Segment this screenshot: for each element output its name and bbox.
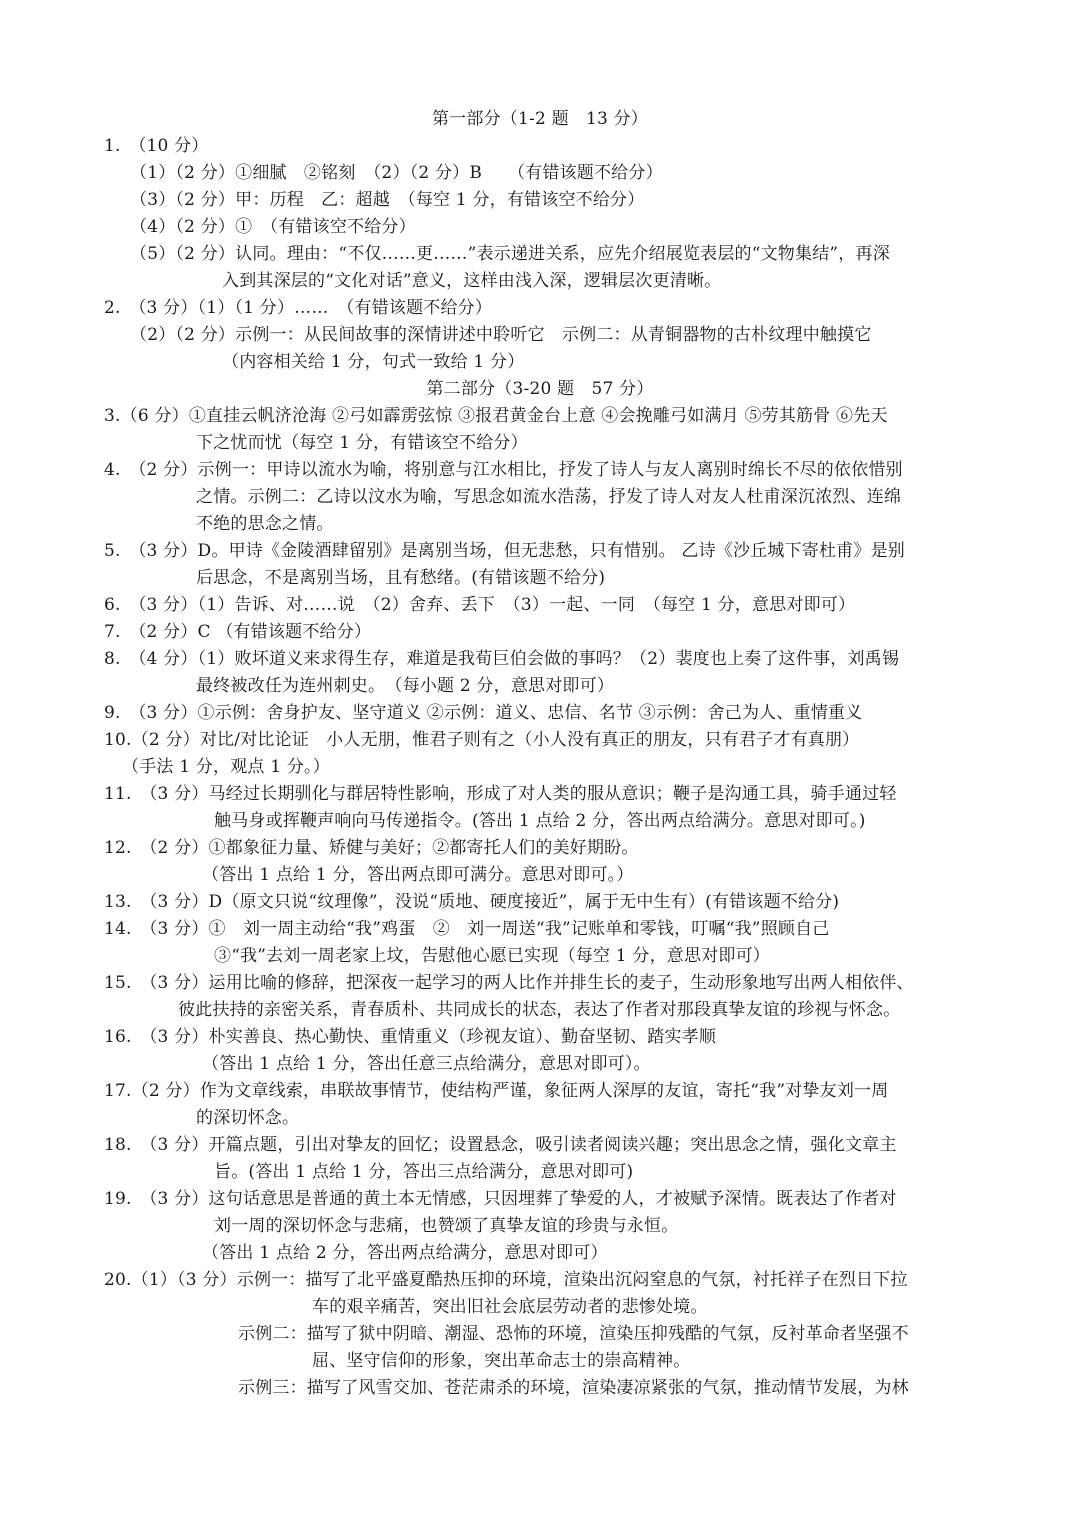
q1-line-4: （5）（2 分）认同。理由：“不仅……更……”表示递进关系，应先介绍展览表层的“文物集结”，再深 bbox=[130, 244, 890, 264]
q1-heading: 1. （10 分） bbox=[104, 136, 209, 156]
q16-line-1: 16. （3 分）朴实善良、热心勤快、重情重义（珍视友谊）、勤奋坚韧、踏实孝顺 bbox=[104, 1027, 717, 1047]
q12-line-2: （答出 1 点给 1 分，答出两点即可满分。意思对即可。） bbox=[202, 865, 634, 885]
q1-line-3: （4）（2 分）① （有错该空不给分） bbox=[130, 217, 416, 237]
q19-line-3: （答出 1 点给 2 分，答出两点给满分，意思对即可） bbox=[202, 1243, 608, 1263]
q12-line-1: 12. （2 分）①都象征力量、矫健与美好；②都寄托人们的美好期盼。 bbox=[104, 838, 639, 858]
q4-line-1: 4. （2 分）示例一：甲诗以流水为喻，将别意与江水相比，抒发了诗人与友人离别时绵长不尽的依依惜别 bbox=[104, 460, 903, 480]
q2-line-1: （2）（2 分）示例一：从民间故事的深情讲述中聆听它 示例二：从青铜器物的古朴纹理中触摸它 bbox=[130, 325, 872, 345]
q2-line-2: （内容相关给 1 分，句式一致给 1 分） bbox=[222, 352, 525, 372]
q11-line-1: 11. （3 分）马经过长期驯化与群居特性影响，形成了对人类的服从意识；鞭子是沟通工具，骑手通过轻 bbox=[104, 784, 897, 804]
q9-line-1: 9. （3 分）①示例：舍身护友、坚守道义 ②示例：道义、忠信、名节 ③示例：舍己为人、重情重义 bbox=[104, 703, 863, 723]
q13-line-1: 13. （3 分）D（原文只说“纹理像”，没说“质地、硬度接近”，属于无中生有）(有错该题不给分) bbox=[104, 892, 840, 912]
q1-line-2: （3）（2 分）甲：历程 乙：超越 （每空 1 分，有错该空不给分） bbox=[130, 190, 645, 210]
q3-line-2: 下之忧而忧（每空 1 分，有错该空不给分） bbox=[196, 433, 528, 453]
q11-line-2: 触马身或挥鞭声响向马传递指令。(答出 1 点给 2 分，答出两点给满分。意思对即可。) bbox=[214, 811, 866, 831]
q15-line-1: 15. （3 分）运用比喻的修辞，把深夜一起学习的两人比作并排生长的麦子，生动形象地写出两人相依伴、 bbox=[104, 973, 914, 993]
q4-line-2: 之情。示例二：乙诗以汶水为喻，写思念如流水浩荡，抒发了诗人对友人杜甫深沉浓烈、连绵 bbox=[196, 487, 902, 507]
q16-line-2: （答出 1 点给 1 分，答出任意三点给满分，意思对即可）。 bbox=[202, 1054, 651, 1074]
q10-line-1: 10.（2 分）对比/对比论证 小人无朋，惟君子则有之（小人没有真正的朋友，只有君子才有真朋） bbox=[104, 730, 860, 750]
q20-line-1: 20.（1）（3 分）示例一：描写了北平盛夏酷热压抑的环境，渲染出沉闷窒息的气氛，衬托祥子在烈日下拉 bbox=[104, 1270, 908, 1290]
q18-line-1: 18. （3 分）开篇点题，引出对挚友的回忆；设置悬念，吸引读者阅读兴趣；突出思念之情，强化文章主 bbox=[104, 1135, 897, 1155]
q10-line-2: （手法 1 分，观点 1 分。） bbox=[122, 757, 330, 777]
q19-line-1: 19. （3 分）这句话意思是普通的黄土本无情感，只因埋葬了挚爱的人，才被赋予深情。既表达了作者对 bbox=[104, 1189, 897, 1209]
q8-line-1: 8. （4 分）（1）败坏道义来求得生存，难道是我荀巨伯会做的事吗？（2）裴度也上奏了这件事，刘禹锡 bbox=[104, 649, 900, 669]
q14-line-1: 14. （3 分）① 刘一周主动给“我”鸡蛋 ② 刘一周送“我”记账单和零钱，叮嘱“我”照顾自己 bbox=[104, 919, 830, 939]
q7-line-1: 7. （2 分）C （有错该题不给分） bbox=[104, 622, 372, 642]
q18-line-2: 旨。(答出 1 点给 1 分，答出三点给满分，意思对即可) bbox=[214, 1162, 634, 1182]
q5-line-1: 5. （3 分）D。甲诗《金陵酒肆留别》是离别当场，但无悲愁，只有惜别。 乙诗《沙丘城下寄杜甫》是别 bbox=[104, 541, 905, 561]
q20-line-2: 车的艰辛痛苦，突出旧社会底层劳动者的悲惨处境。 bbox=[312, 1297, 708, 1317]
q1-line-5: 入到其深层的“文化对话”意义，这样由浅入深，逻辑层次更清晰。 bbox=[222, 271, 722, 291]
q3-line-1: 3.（6 分）①直挂云帆济沧海 ②弓如霹雳弦惊 ③报君黄金台上意 ④会挽雕弓如满月 ⑤劳其筋骨 ⑥先天 bbox=[104, 406, 888, 426]
q2-heading: 2. （3 分）（1）（1 分）…… （有错该题不给分） bbox=[104, 298, 493, 318]
q17-line-1: 17.（2 分）作为文章线索，串联故事情节，使结构严谨，象征两人深厚的友谊，寄托“我”对挚友刘一周 bbox=[104, 1081, 889, 1101]
q20-line-4: 屈、坚守信仰的形象，突出革命志士的崇高精神。 bbox=[312, 1351, 691, 1371]
q14-line-2: ③“我”去刘一周老家上坟，告慰他心愿已实现（每空 1 分，意思对即可） bbox=[214, 946, 771, 966]
q15-line-2: 彼此扶持的亲密关系，青春质朴、共同成长的状态，表达了作者对那段真挚友谊的珍视与怀念。 bbox=[178, 1000, 901, 1020]
q20-line-5: 示例三：描写了风雪交加、苍茫肃杀的环境，渲染凄凉紧张的气氛，推动情节发展，为林 bbox=[238, 1378, 909, 1398]
q1-line-1: （1）（2 分）①细腻 ②铭刻 （2）（2 分）B （有错该题不给分） bbox=[130, 163, 663, 183]
q8-line-2: 最终被改任为连州刺史。 （每小题 2 分，意思对即可） bbox=[196, 676, 615, 696]
q6-line-1: 6. （3 分）（1）告诉、对……说 （2）舍弃、丢下 （3）一起、一同 （每空 1 分，意思对即可） bbox=[104, 595, 856, 615]
q4-line-3: 不绝的思念之情。 bbox=[196, 514, 334, 534]
q19-line-2: 刘一周的深切怀念与悲痛，也赞颂了真挚友谊的珍贵与永恒。 bbox=[214, 1216, 679, 1236]
q17-line-2: 的深切怀念。 bbox=[196, 1108, 300, 1128]
section-1-title: 第一部分（1-2 题 13 分） bbox=[431, 109, 648, 129]
section-2-title: 第二部分（3-20 题 57 分） bbox=[426, 379, 654, 399]
q5-line-2: 后思念，不是离别当场，且有愁绪。(有错该题不给分) bbox=[196, 568, 606, 588]
q20-line-3: 示例二：描写了狱中阴暗、潮湿、恐怖的环境，渲染压抑残酷的气氛，反衬革命者坚强不 bbox=[238, 1324, 909, 1344]
